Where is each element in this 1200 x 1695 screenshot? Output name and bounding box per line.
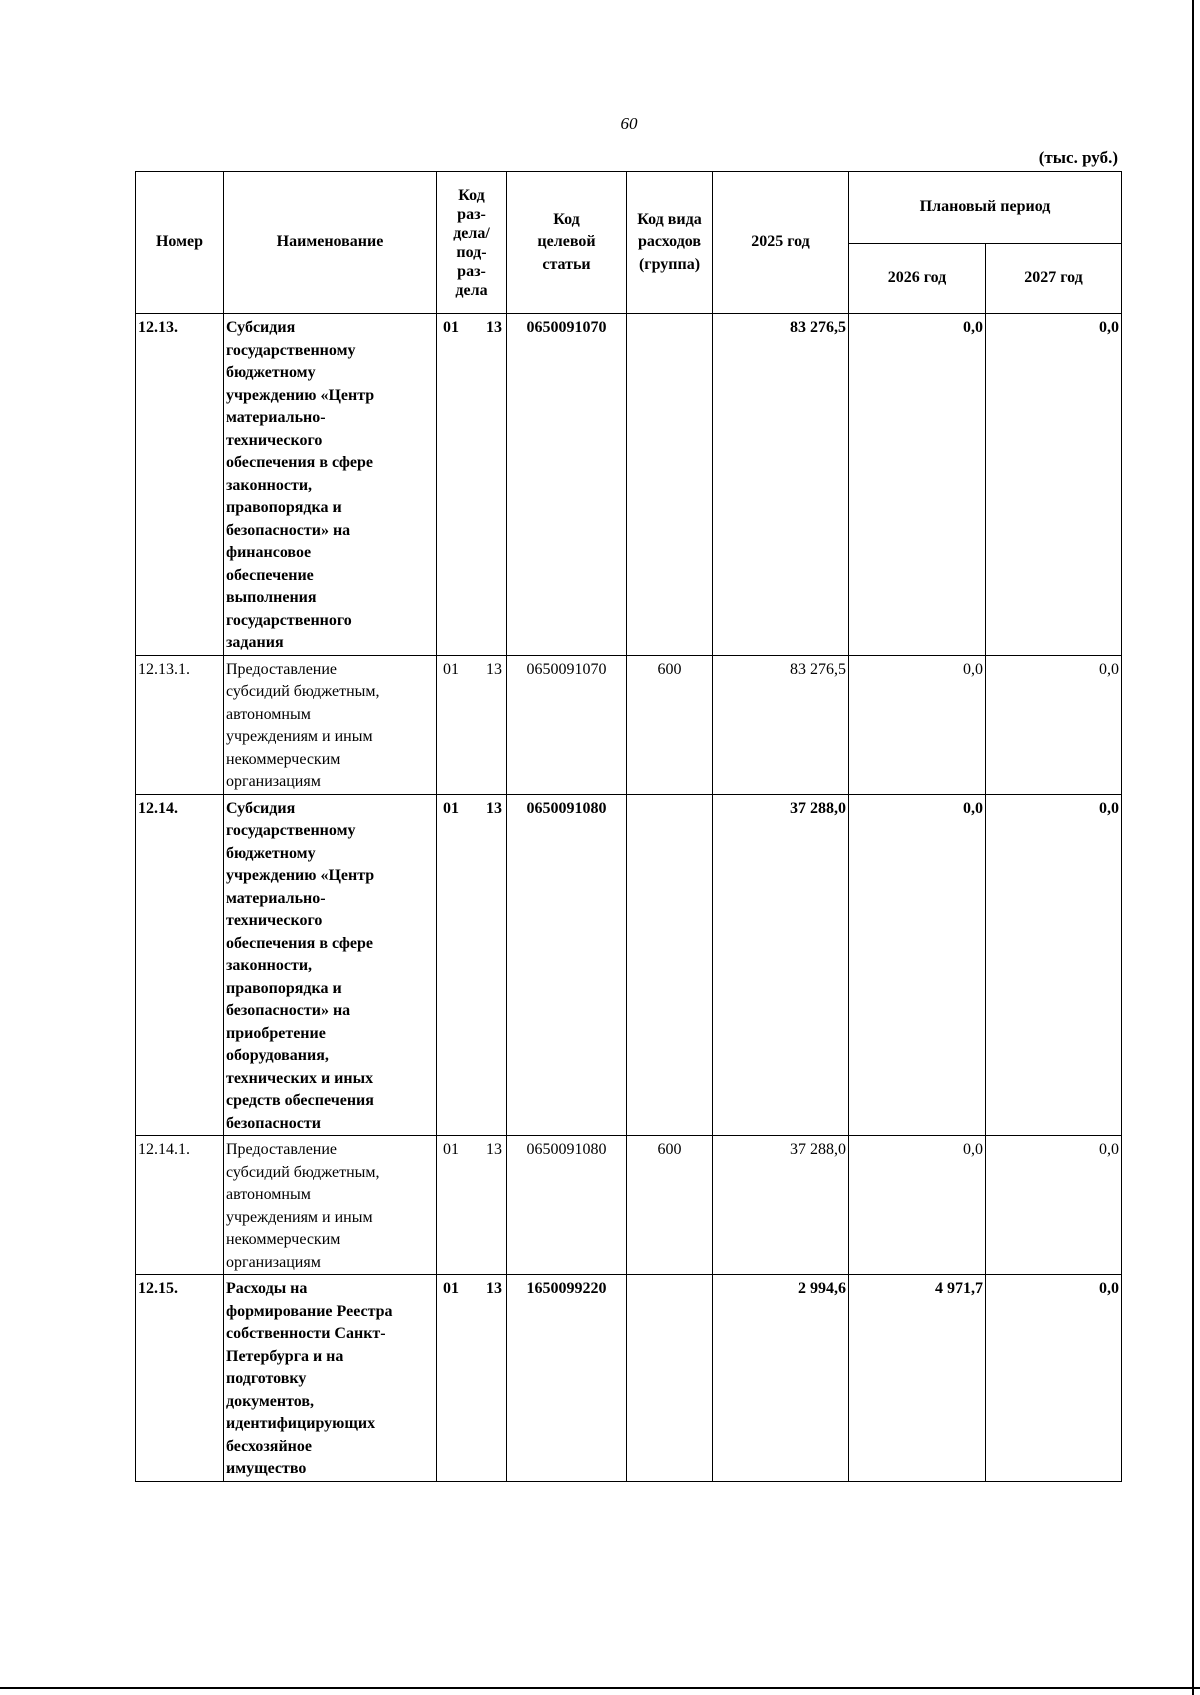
scan-border-bottom [0, 1687, 1200, 1689]
header-planned-period: Плановый период [849, 172, 1122, 244]
table-row [136, 1136, 1122, 1275]
row-value-2025: 37 288,0 [713, 794, 849, 1136]
row-number: 12.13. [136, 314, 224, 656]
row-name-line: Предоставление [226, 660, 338, 678]
row-value-2025: 83 276,5 [713, 314, 849, 656]
row-name-line: учреждению «Центр [226, 386, 375, 404]
row-name-line: некоммерческим [226, 1231, 341, 1248]
row-name-line: выполнения [226, 589, 317, 606]
row-name-line: учреждениям и иным [226, 1208, 373, 1226]
header-section-code-line: раз- [457, 205, 486, 223]
row-name-line: государственного [226, 611, 352, 629]
header-name: Наименование [224, 172, 437, 314]
row-name-line: технического [226, 431, 323, 449]
row-name-line: некоммерческим [226, 750, 341, 768]
row-name-line: обеспечения в сфере [226, 934, 374, 952]
header-section-code-line: Код [458, 186, 485, 204]
header-target-code-line: целевой [537, 233, 596, 251]
row-value-2025: 2 994,6 [713, 1275, 849, 1482]
row-section-code [437, 1275, 507, 1482]
row-name-line: правопорядка и [226, 499, 342, 516]
row-name-line: обеспечения в сфере [226, 454, 374, 471]
row-name [224, 794, 437, 1136]
header-expense-type-line: Код вида [637, 210, 702, 228]
row-name [224, 314, 437, 656]
row-name-line: субсидий бюджетным, [226, 1163, 380, 1181]
row-value-2025: 83 276,5 [713, 655, 849, 794]
row-name [224, 1275, 437, 1482]
row-name-line: бюджетному [226, 844, 316, 862]
row-name-line: субсидий бюджетным, [226, 683, 380, 700]
row-value-2027: 0,0 [986, 314, 1122, 656]
row-name-line: государственному [226, 341, 356, 359]
row-name-line: безопасности» на [226, 521, 351, 539]
header-section-code-line: дела/ [453, 224, 490, 242]
header-expense-type-line: расходов [637, 233, 702, 251]
row-subsection: 13 [486, 799, 502, 817]
table-row [136, 794, 1122, 1136]
row-number: 12.14.1. [136, 1136, 224, 1275]
header-expense-type-line: (группа) [638, 255, 701, 273]
header-target-code-line: статьи [542, 255, 591, 273]
row-target-code: 0650091080 [507, 794, 627, 1136]
row-section-code [437, 1136, 507, 1275]
row-section: 01 [443, 319, 459, 336]
header-section-code-line: раз- [457, 262, 486, 280]
row-expense-type [627, 1275, 713, 1482]
row-section: 01 [443, 799, 459, 817]
row-section: 01 [443, 1141, 459, 1158]
row-name-line: идентифицирующих [226, 1415, 376, 1432]
header-number: Номер [136, 172, 224, 314]
row-name-line: организациям [226, 1253, 321, 1271]
row-section-code [437, 794, 507, 1136]
units-label: (тыс. руб.) [1038, 148, 1118, 167]
table-header [136, 172, 1122, 314]
row-name-line: документов, [226, 1392, 314, 1410]
header-target-code [507, 172, 627, 314]
row-name-line: средств обеспечения [226, 1092, 374, 1109]
row-value-2025: 37 288,0 [713, 1136, 849, 1275]
row-name-line: технических и иных [226, 1069, 374, 1087]
row-name-line: бесхозяйное [226, 1437, 312, 1455]
header-section-code [437, 172, 507, 314]
row-number: 12.13.1. [136, 655, 224, 794]
table-row [136, 655, 1122, 794]
row-name-line: автономным [226, 705, 311, 723]
row-name-line: безопасности [226, 1114, 321, 1132]
page-number: 60 [620, 114, 638, 133]
row-name-line: Расходы на [226, 1280, 308, 1297]
row-value-2027: 0,0 [986, 1136, 1122, 1275]
header-expense-type [627, 172, 713, 314]
row-name-line: приобретение [226, 1024, 326, 1042]
row-expense-type: 600 [627, 655, 713, 794]
header-section-code-line: дела [455, 281, 488, 299]
row-name-line: Субсидия [226, 319, 296, 336]
scan-border-right [1192, 0, 1194, 1695]
table-row [136, 314, 1122, 656]
row-section: 01 [443, 660, 459, 678]
row-value-2026: 0,0 [849, 794, 986, 1136]
row-name-line: Субсидия [226, 799, 296, 817]
header-target-code-line: Код [553, 210, 580, 228]
row-target-code: 0650091080 [507, 1136, 627, 1275]
row-name-line: собственности Санкт- [226, 1325, 386, 1342]
budget-table [135, 171, 1122, 1482]
row-section: 01 [443, 1280, 459, 1297]
row-value-2026: 0,0 [849, 314, 986, 656]
row-value-2026: 0,0 [849, 655, 986, 794]
row-name-line: финансовое [226, 544, 312, 561]
row-name-line: автономным [226, 1186, 311, 1203]
row-name-line: подготовку [226, 1370, 307, 1387]
header-year-2027: 2027 год [986, 244, 1122, 314]
row-name-line: материально- [226, 409, 326, 426]
row-name-line: задания [226, 634, 284, 651]
row-target-code: 1650099220 [507, 1275, 627, 1482]
row-name-line: технического [226, 912, 323, 929]
row-expense-type [627, 794, 713, 1136]
row-subsection: 13 [486, 319, 502, 336]
header-year-2026: 2026 год [849, 244, 986, 314]
row-name-line: государственному [226, 822, 356, 839]
row-name [224, 655, 437, 794]
table-row [136, 1275, 1122, 1482]
row-name-line: законности, [226, 957, 313, 974]
row-value-2027: 0,0 [986, 1275, 1122, 1482]
row-name-line: формирование Реестра [226, 1302, 393, 1320]
row-expense-type [627, 314, 713, 656]
row-name-line: бюджетному [226, 364, 316, 381]
row-number: 12.14. [136, 794, 224, 1136]
row-name-line: учреждениям и иным [226, 728, 373, 745]
row-subsection: 13 [486, 660, 502, 678]
row-name-line: правопорядка и [226, 979, 342, 997]
row-name-line: материально- [226, 889, 326, 907]
row-target-code: 0650091070 [507, 314, 627, 656]
row-name-line: имущество [226, 1460, 307, 1477]
row-value-2026: 4 971,7 [849, 1275, 986, 1482]
row-section-code [437, 655, 507, 794]
header-section-code-line: под- [456, 243, 487, 261]
row-name-line: Предоставление [226, 1141, 338, 1158]
row-value-2026: 0,0 [849, 1136, 986, 1275]
row-value-2027: 0,0 [986, 794, 1122, 1136]
table-body [136, 314, 1122, 1482]
row-value-2027: 0,0 [986, 655, 1122, 794]
row-name-line: обеспечение [226, 566, 314, 584]
row-name-line: Петербурга и на [226, 1347, 344, 1365]
row-name [224, 1136, 437, 1275]
row-name-line: безопасности» на [226, 1002, 351, 1019]
row-name-line: организациям [226, 773, 321, 790]
row-subsection: 13 [486, 1280, 502, 1297]
row-name-line: законности, [226, 476, 313, 494]
row-target-code: 0650091070 [507, 655, 627, 794]
row-subsection: 13 [486, 1141, 502, 1158]
row-name-line: оборудования, [226, 1047, 329, 1064]
row-name-line: учреждению «Центр [226, 867, 375, 884]
row-expense-type: 600 [627, 1136, 713, 1275]
header-year-2025: 2025 год [713, 172, 849, 314]
row-number: 12.15. [136, 1275, 224, 1482]
row-section-code [437, 314, 507, 656]
